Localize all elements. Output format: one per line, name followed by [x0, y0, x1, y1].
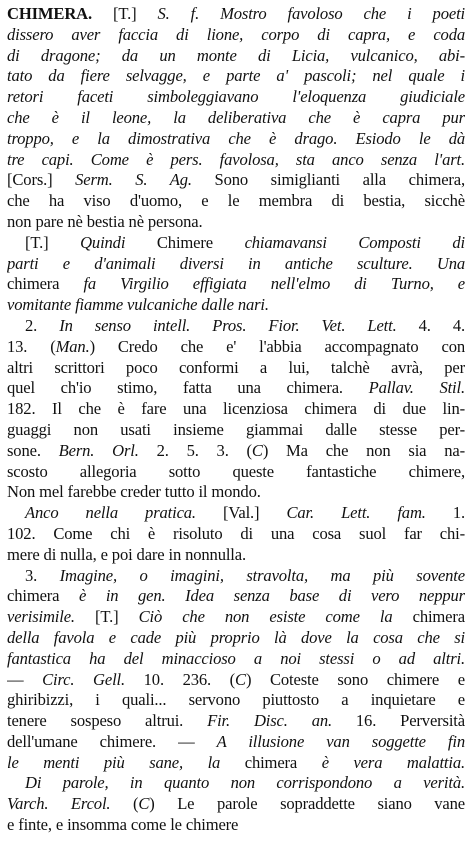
text-line	[7, 503, 465, 524]
text-line	[7, 670, 465, 691]
text-line	[7, 607, 465, 628]
text-segment: C	[235, 669, 246, 689]
text-segment: è vera malattia.	[321, 752, 465, 772]
text-segment: Bern. Orl.	[58, 440, 139, 460]
text-segment: altri scrittori poco conformi a lui, talchè avrà, per	[7, 357, 465, 377]
text-line	[7, 794, 465, 815]
text-segment: 3.	[25, 565, 60, 585]
text-segment: chiamavansi Composti di	[244, 232, 465, 252]
text-segment: Sono simiglianti alla chimera,	[191, 170, 465, 190]
text-segment: 2.	[25, 315, 60, 335]
text-segment: Man.	[55, 336, 90, 356]
text-segment: ghiribizzi, i quali... servono piuttosto a inquietare e	[7, 690, 465, 710]
text-segment: verisimile.	[7, 607, 75, 627]
text-line	[7, 129, 465, 150]
text-segment: tre capi. Come è pers. favolosa, sta anco senza l'art.	[7, 149, 465, 169]
text-line	[7, 274, 465, 295]
text-segment: non pare nè bestia nè persona.	[7, 211, 203, 231]
text-segment: 102. Come chi è risoluto di una cosa suol far chi-	[7, 523, 465, 543]
text-segment: che è il leone, la deliberativa che è capra pur	[7, 107, 465, 127]
text-line	[7, 690, 465, 711]
text-line	[7, 773, 465, 794]
text-segment: Pallav. Stil.	[368, 378, 465, 398]
text-line	[7, 441, 465, 462]
text-segment: chimera	[220, 752, 322, 772]
text-line	[7, 212, 465, 233]
text-segment: 182. Il che è fare una licenziosa chimera di due lin-	[7, 399, 465, 419]
text-line	[7, 482, 465, 503]
text-segment: chimera	[7, 274, 84, 294]
text-segment: [Cors.]	[7, 170, 76, 190]
text-segment: Chimere	[125, 232, 245, 252]
text-line	[7, 732, 465, 753]
text-segment: che ha viso d'uomo, e le membra di bestia, sicchè	[7, 191, 465, 211]
text-segment: della favola e cade più proprio là dove la cosa che si	[7, 627, 465, 647]
text-line	[7, 66, 465, 87]
text-segment: 10. 236. (	[125, 669, 236, 689]
text-line	[7, 462, 465, 483]
text-line	[7, 191, 465, 212]
text-segment: dell'umane chimere. —	[7, 731, 217, 751]
text-segment: CHIMERA.	[7, 4, 92, 23]
text-segment: ) Credo che e' l'abbia accompagnato con	[89, 336, 465, 356]
text-line	[7, 295, 465, 316]
text-line	[7, 87, 465, 108]
text-line	[7, 46, 465, 67]
text-line	[7, 25, 465, 46]
text-line	[7, 358, 465, 379]
text-line	[7, 628, 465, 649]
text-line	[7, 108, 465, 129]
text-segment: [Val.]	[195, 503, 287, 523]
text-segment: Imagine, o imagini, stravolta, ma più sovente	[59, 565, 465, 585]
text-segment: tato da fiere selvagge, e parte a' pascoli; nel quale i	[7, 66, 465, 86]
text-line	[7, 649, 465, 670]
text-segment: 2. 5. 3. (	[138, 440, 252, 460]
text-segment: retori faceti simboleggiavano l'eloquenza giudiciale	[7, 87, 465, 107]
text-segment: di dragone; da un monte di Licia, vulcanico, abi-	[7, 45, 465, 65]
text-segment: Di parole, in quanto non corrispondono a verità.	[25, 773, 465, 793]
text-segment: ) Le parole sopraddette siano vane	[149, 794, 465, 814]
text-segment: Quindi	[80, 232, 126, 252]
text-line	[7, 566, 465, 587]
text-line	[7, 337, 465, 358]
text-segment: vomitante fiamme vulcaniche dalle nari.	[7, 295, 269, 315]
text-segment: 1.	[425, 503, 465, 523]
text-segment: —	[7, 669, 43, 689]
text-segment: C	[251, 440, 263, 460]
text-segment: quel ch'io stimo, fatta una chimera.	[7, 378, 369, 398]
text-segment: scosto allegoria sotto queste fantastiche chimere,	[7, 461, 465, 481]
text-segment: Ciò che non esiste come la	[138, 607, 393, 627]
text-line	[7, 233, 465, 254]
text-segment: chimera	[392, 607, 465, 627]
text-segment: le menti più sane, la	[7, 752, 221, 772]
text-line	[7, 545, 465, 566]
text-segment: [T.]	[74, 607, 139, 627]
text-segment: e finte, e insomma come le chimere	[7, 815, 239, 835]
text-segment: fa Virgilio effigiata nell'elmo di Turno, e	[83, 274, 465, 294]
text-segment: [T.]	[92, 4, 158, 23]
text-segment: S. f. Mostro favoloso che i poeti	[157, 4, 465, 23]
text-segment: C	[138, 794, 150, 814]
text-segment: è in gen. Idea senza base di vero neppur	[79, 586, 465, 606]
text-segment: fantastica ha del minaccioso a noi stessi o ad altri.	[7, 648, 465, 668]
text-line	[7, 711, 465, 732]
text-line	[7, 420, 465, 441]
text-segment: guaggi non usati insieme giammai dalle stesse per-	[7, 419, 465, 439]
text-segment: ) Coteste sono chimere e	[245, 669, 465, 689]
text-segment: parti e d'animali diversi in antiche sculture. Una	[7, 253, 465, 273]
text-segment: In senso intell. Pros. Fior. Vet. Lett.	[59, 315, 397, 335]
text-segment: Anco nella pratica.	[25, 503, 196, 523]
text-segment: [T.]	[25, 232, 81, 252]
text-line	[7, 254, 465, 275]
text-segment: chimera	[7, 586, 79, 606]
text-line	[7, 150, 465, 171]
text-segment: Car. Lett. fam.	[286, 503, 426, 523]
text-line	[7, 378, 465, 399]
text-segment: troppo, e la dimostrativa che è drago. Esiodo le dà	[7, 128, 465, 148]
text-line	[7, 524, 465, 545]
text-segment: A illusione van soggette fin	[216, 731, 465, 751]
text-segment: Varch. Ercol.	[7, 794, 111, 814]
text-line	[7, 753, 465, 774]
text-segment: Non mel farebbe creder tutto il mondo.	[7, 482, 261, 502]
text-segment: tenere sospeso altrui.	[7, 711, 208, 731]
text-segment: 16. Perversità	[331, 711, 465, 731]
text-line	[7, 399, 465, 420]
text-line	[7, 4, 465, 25]
text-segment: sone.	[7, 440, 59, 460]
text-segment: 4. 4.	[396, 315, 465, 335]
text-line	[7, 815, 465, 836]
text-line	[7, 170, 465, 191]
text-segment: dissero aver faccia di lione, corpo di capra, e coda	[7, 24, 465, 44]
text-segment: (	[110, 794, 139, 814]
text-line	[7, 316, 465, 337]
text-segment: Fir. Disc. an.	[207, 711, 332, 731]
text-segment: Serm. S. Ag.	[75, 170, 192, 190]
text-segment: ) Ma che non sia na-	[262, 440, 465, 460]
text-segment: Circ. Gell.	[42, 669, 125, 689]
text-line	[7, 586, 465, 607]
text-segment: 13. (	[7, 336, 56, 356]
text-segment: mere di nulla, e poi dare in nonnulla.	[7, 544, 246, 564]
